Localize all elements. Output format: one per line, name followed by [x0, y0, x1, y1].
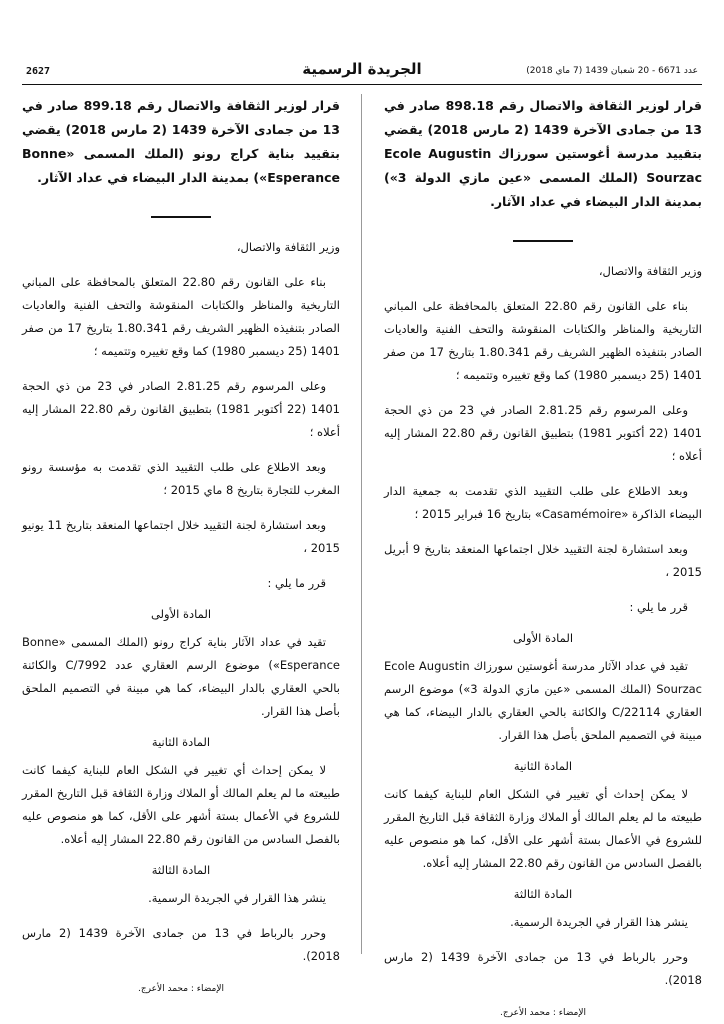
column-divider — [361, 94, 362, 954]
article-3-heading: المادة الثالثة — [151, 862, 211, 877]
signature: الإمضاء : محمد الأعرج. — [499, 1007, 587, 1018]
decides-line: قرر ما يلي : — [629, 599, 688, 614]
request-paragraph: وبعد الاطلاع على طلب التقييد الذي تقدمت به جمعية الدار البيضاء الذاكرة «Casamémoire» بتاريخ 16 فبراير 2015 ؛ — [384, 483, 702, 521]
consultation-paragraph: وبعد استشارة لجنة التقييد خلال اجتماعها المنعقد بتاريخ 9 أبريل 2015 ، — [384, 541, 702, 579]
done-at-line: وحرر بالرباط في 13 من جمادى الآخرة 1439 (2 مارس 2018). — [22, 925, 340, 963]
done-at-line: وحرر بالرباط في 13 من جمادى الآخرة 1439 (2 مارس 2018). — [384, 949, 702, 987]
minister-line: وزير الثقافة والاتصال، — [236, 239, 340, 254]
decree-reference: وعلى المرسوم رقم 2.81.25 الصادر في 23 من ذي الحجة 1401 (22 أكتوبر 1981) بتطبيق القانون رقم 22.80 المشار إليه أعلاه ؛ — [22, 378, 340, 439]
signature: الإمضاء : محمد الأعرج. — [137, 983, 225, 994]
title-separator — [513, 240, 573, 242]
issue-info: عدد 6671 - 20 شعبان 1439 (7 ماي 2018) — [526, 66, 698, 76]
decree-899-column — [22, 94, 340, 1004]
article-2-text: لا يمكن إحداث أي تغيير في الشكل العام للبناية كيفما كانت طبيعته ما لم يعلم المالك أو الملاك وزارة الثقافة قبل التاريخ المقرر للشروع في الأعمال بستة أشهر على الأقل، كما هو منصوص عليه بالفصل السادس من القانون رقم 22.80 المشار إليه أعلاه. — [384, 786, 702, 870]
article-3-text: ينشر هذا القرار في الجريدة الرسمية. — [510, 914, 688, 929]
request-paragraph: وبعد الاطلاع على طلب التقييد الذي تقدمت به مؤسسة رونو المغرب للتجارة بتاريخ 8 ماي 2015 ؛ — [22, 459, 340, 497]
law-reference: بناء على القانون رقم 22.80 المتعلق بالمحافظة على المباني التاريخية والمناظر والكتابات المنقوشة والتحف الفنية والعاديات الصادر بتنفيذه الظهير الشريف رقم 1.80.341 بتاريخ 17 من صفر 1401 (25 ديسمبر 1980) كما وقع تغييره وتتميمه ؛ — [384, 298, 703, 382]
journal-title: الجريدة الرسمية — [302, 60, 422, 78]
minister-line: وزير الثقافة والاتصال، — [598, 263, 702, 278]
page-number: 2627 — [26, 66, 51, 77]
decides-line: قرر ما يلي : — [267, 575, 326, 590]
article-2-heading: المادة الثانية — [151, 734, 211, 749]
title-separator — [151, 216, 211, 218]
article-1-text: تقيد في عداد الآثار مدرسة أغوستين سورزاك Ecole Augustin Sourzac (الملك المسمى «عين مازي الدولة 3») موضوع الرسم العقاري C/22114 والكائنة بالحي العقاري بالدار البيضاء، كما هي مبينة في التصميم الملحق بأصل هذا القرار. — [384, 658, 702, 742]
article-2-heading: المادة الثانية — [513, 758, 573, 773]
consultation-paragraph: وبعد استشارة لجنة التقييد خلال اجتماعها المنعقد بتاريخ 11 يونيو 2015 ، — [22, 517, 340, 555]
decree-title: قرار لوزير الثقافة والاتصال رقم 899.18 صادر في 13 من جمادى الآخرة 1439 (2 مارس 2018) يقضي بتقييد بناية كراج رونو (الملك المسمى «Bonne Esperance») بمدينة الدار البيضاء في عداد الآثار. — [22, 98, 340, 185]
article-2-text: لا يمكن إحداث أي تغيير في الشكل العام للبناية كيفما كانت طبيعته ما لم يعلم المالك أو الملاك وزارة الثقافة قبل التاريخ المقرر للشروع في الأعمال بستة أشهر على الأقل، كما هو منصوص عليه بالفصل السادس من القانون رقم 22.80 المشار إليه أعلاه. — [22, 762, 340, 846]
decree-reference: وعلى المرسوم رقم 2.81.25 الصادر في 23 من ذي الحجة 1401 (22 أكتوبر 1981) بتطبيق القانون رقم 22.80 المشار إليه أعلاه ؛ — [384, 402, 702, 463]
article-1-heading: المادة الأولى — [512, 630, 574, 645]
page-header — [22, 58, 702, 85]
article-1-heading: المادة الأولى — [150, 606, 212, 621]
article-1-text: تقيد في عداد الآثار بناية كراج رونو (الملك المسمى «Bonne Esperance») موضوع الرسم العقاري عدد C/7992 والكائنة بالحي العقاري بالدار البيضاء، كما هي مبينة في التصميم الملحق بأصل هذا القرار. — [22, 634, 340, 718]
law-reference: بناء على القانون رقم 22.80 المتعلق بالمحافظة على المباني التاريخية والمناظر والكتابات المنقوشة والتحف الفنية والعاديات الصادر بتنفيذه الظهير الشريف رقم 1.80.341 بتاريخ 17 من صفر 1401 (25 ديسمبر 1980) كما وقع تغييره وتتميمه ؛ — [22, 274, 341, 358]
decree-898-column — [384, 94, 703, 1018]
article-3-text: ينشر هذا القرار في الجريدة الرسمية. — [148, 890, 326, 905]
decree-title: قرار لوزير الثقافة والاتصال رقم 898.18 صادر في 13 من جمادى الآخرة 1439 (2 مارس 2018) يقضي بتقييد مدرسة أغوستين سورزاك Ecole Augustin Sourzac (الملك المسمى «عين مازي الدولة 3») بمدينة الدار البيضاء في عداد الآثار. — [384, 98, 703, 209]
article-3-heading: المادة الثالثة — [513, 886, 573, 901]
